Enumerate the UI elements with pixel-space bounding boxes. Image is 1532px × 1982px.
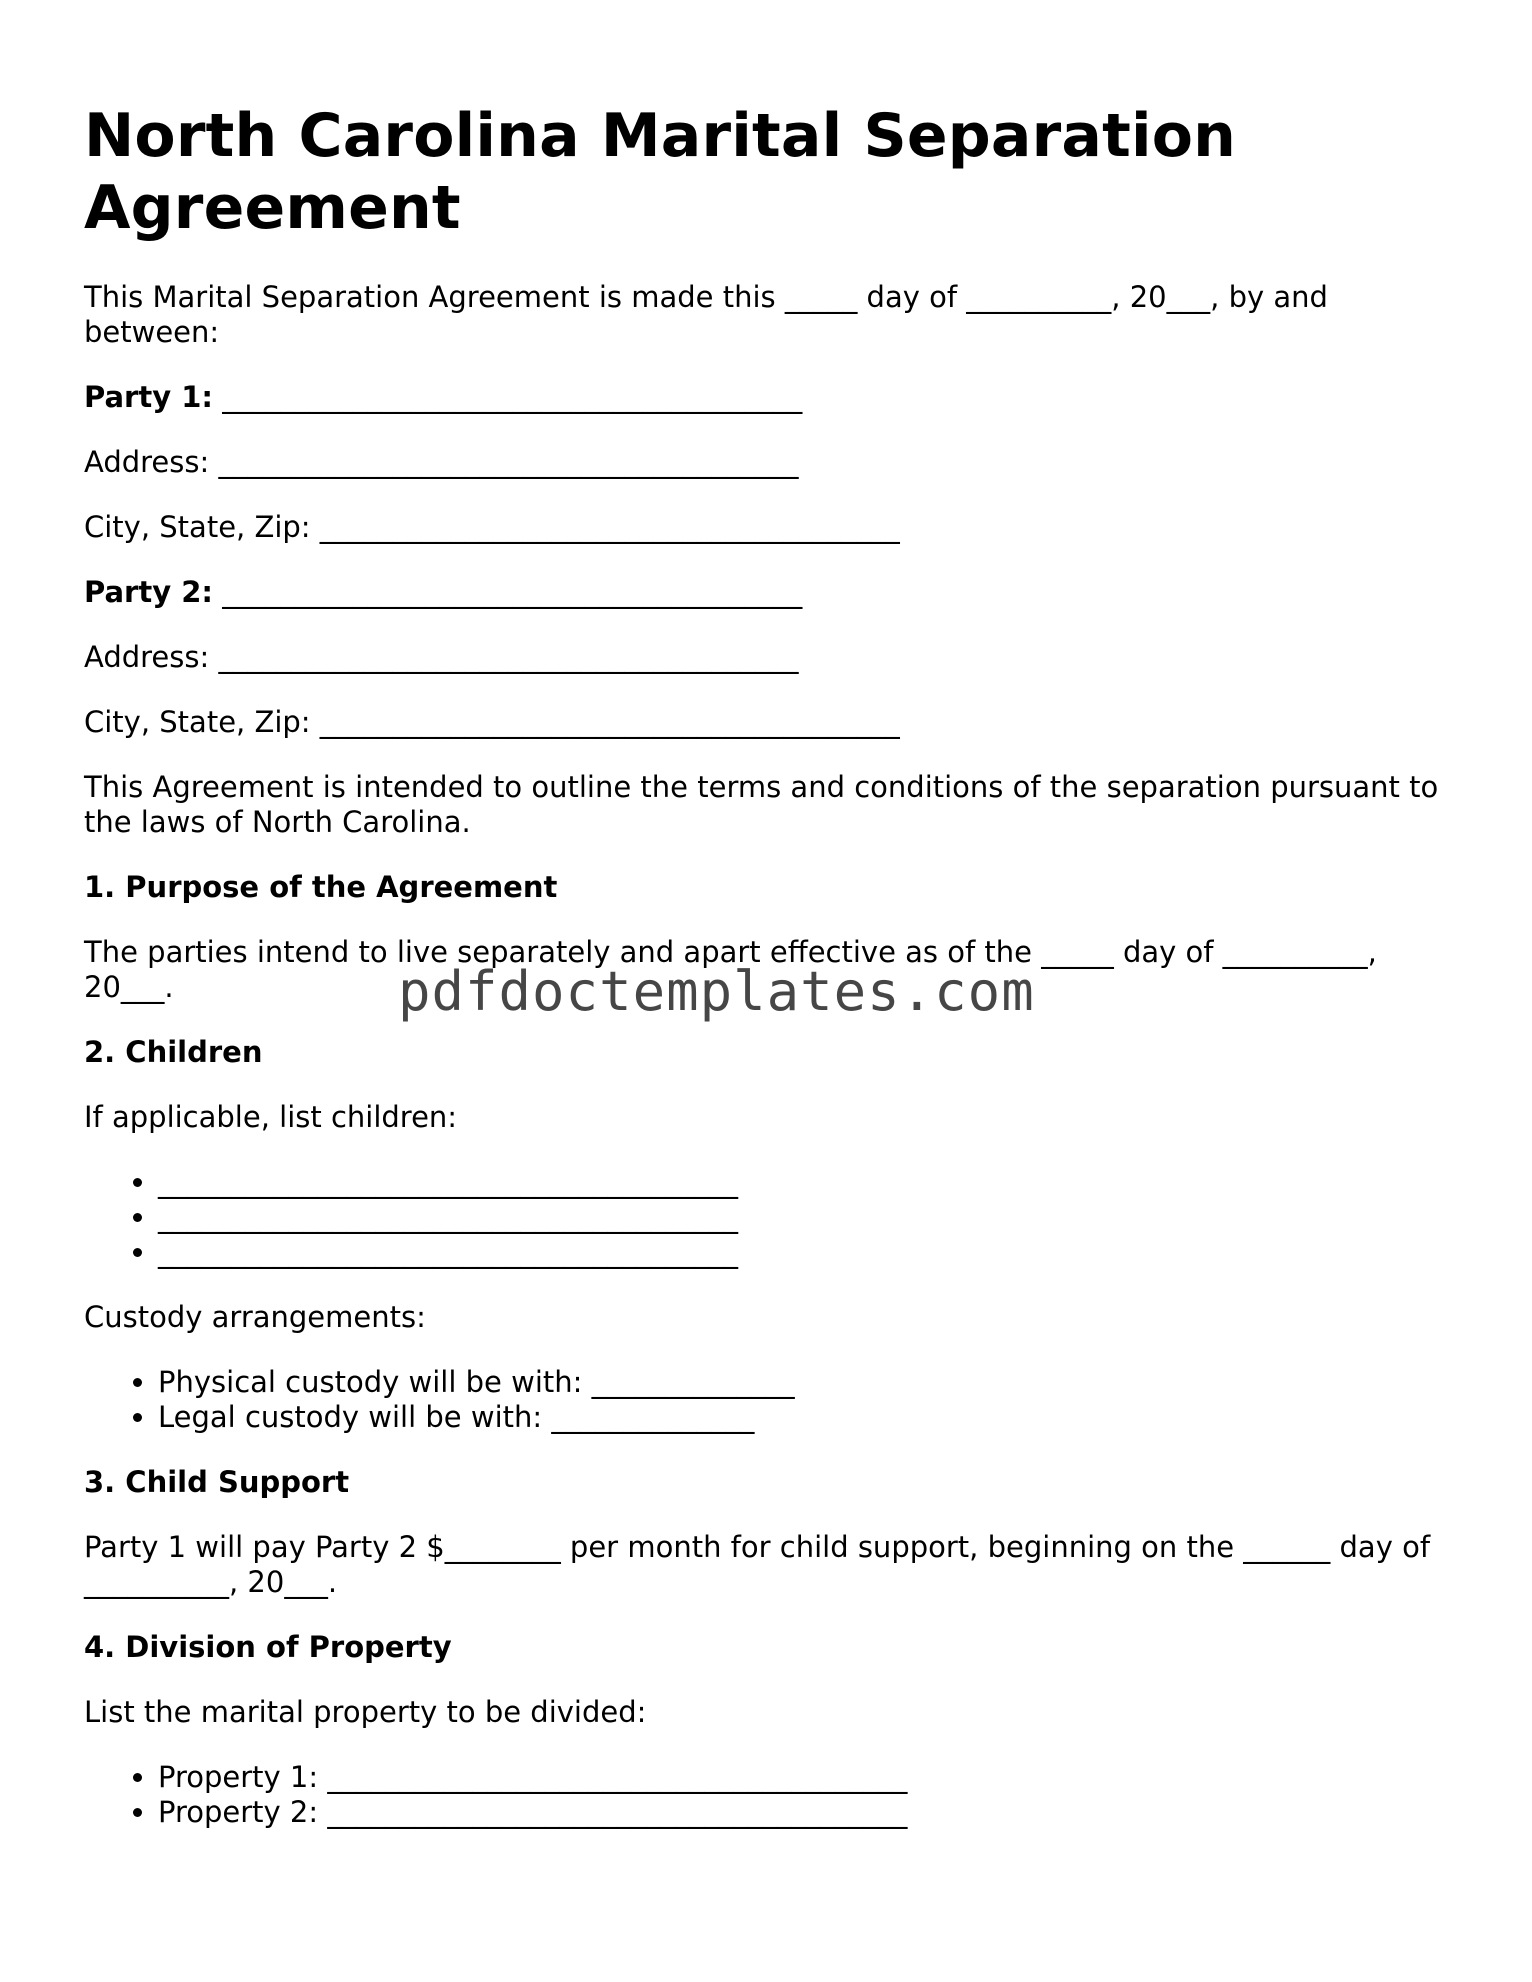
custody-list xyxy=(84,1365,1464,1435)
list-item: • Legal custody will be with: ______________ xyxy=(158,1400,1464,1435)
party2-city-state-zip: City, State, Zip: ________________________________________ xyxy=(84,705,900,739)
section-purpose-text: The parties intend to live separately and apart effective as of the _____ day of __________, 20___. xyxy=(84,935,1377,1004)
children-list xyxy=(84,1165,1464,1270)
party2-address: Address: ________________________________________ xyxy=(84,640,799,674)
list-item: • ________________________________________ xyxy=(158,1200,1464,1235)
party1-line xyxy=(84,380,1464,415)
section-property-text: List the marital property to be divided: xyxy=(84,1695,647,1729)
section-support-heading: 3. Child Support xyxy=(84,1465,350,1499)
section-support-text: Party 1 will pay Party 2 $________ per month for child support, beginning on the ______ day of __________, 20___. xyxy=(84,1530,1431,1599)
list-item: • ________________________________________ xyxy=(158,1165,1464,1200)
party1-blank: ________________________________________ xyxy=(213,380,803,414)
property-list xyxy=(84,1760,1464,1830)
purpose-statement: This Agreement is intended to outline the terms and conditions of the separation pursuant to the laws of North Carolina. xyxy=(84,770,1439,839)
section-property-heading: 4. Division of Property xyxy=(84,1630,452,1664)
list-item: • Property 1: ________________________________________ xyxy=(158,1760,1464,1795)
section-purpose-heading: 1. Purpose of the Agreement xyxy=(84,870,558,904)
section-children-heading: 2. Children xyxy=(84,1035,263,1069)
party1-address: Address: ________________________________________ xyxy=(84,445,799,479)
section-children-text: If applicable, list children: xyxy=(84,1100,458,1134)
list-item: • Physical custody will be with: ______________ xyxy=(158,1365,1464,1400)
intro-paragraph: This Marital Separation Agreement is made this _____ day of __________, 20___, by and between: xyxy=(84,280,1328,349)
party2-label: Party 2: xyxy=(84,575,213,609)
party1-label: Party 1: xyxy=(84,380,213,414)
document-title: North Carolina Marital Separation Agreement xyxy=(84,101,1237,243)
list-item: • Property 2: ________________________________________ xyxy=(158,1795,1464,1830)
party2-line xyxy=(84,575,1464,610)
watermark: pdfdoctemplates.com xyxy=(398,960,1035,1023)
custody-label: Custody arrangements: xyxy=(84,1300,426,1334)
party1-city-state-zip: City, State, Zip: ________________________________________ xyxy=(84,510,900,544)
list-item: • ________________________________________ xyxy=(158,1235,1464,1270)
party2-blank: ________________________________________ xyxy=(213,575,803,609)
